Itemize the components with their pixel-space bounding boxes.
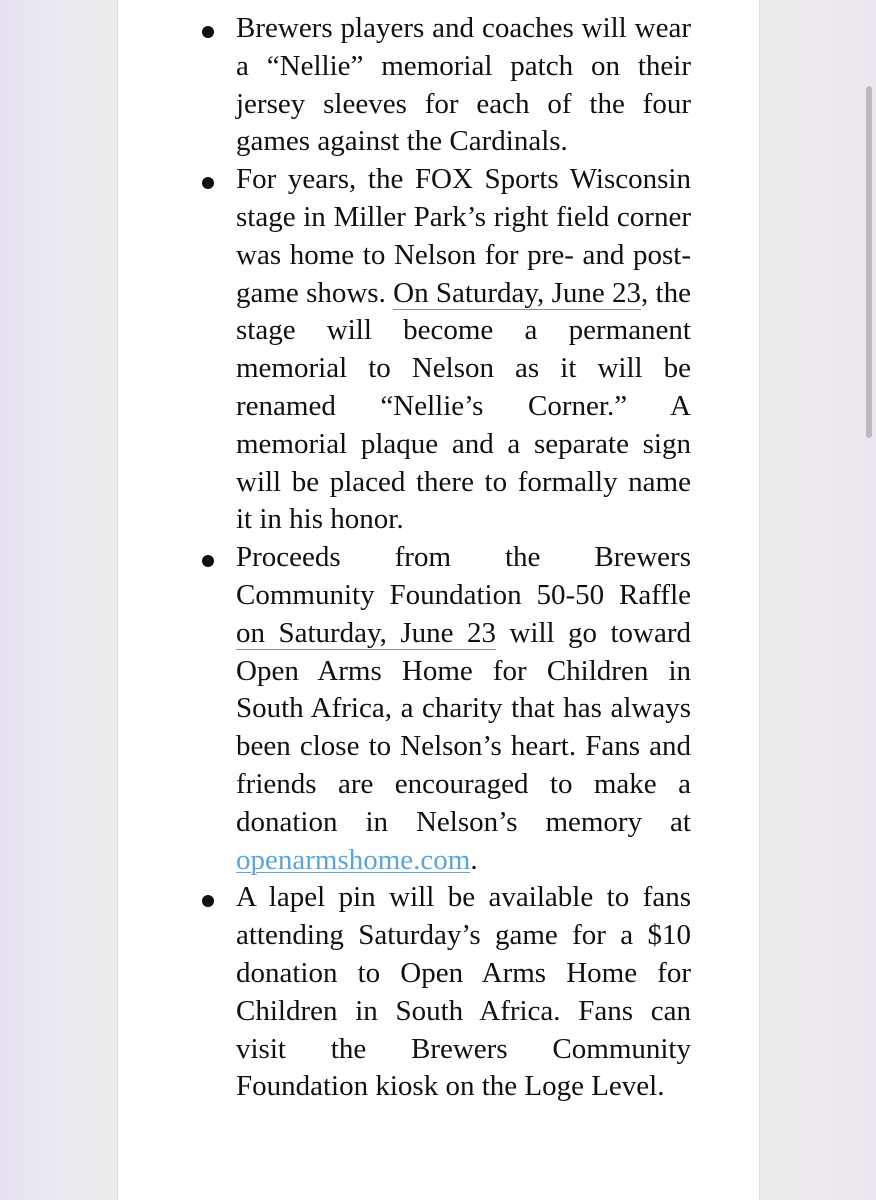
list-item bbox=[118, 539, 759, 879]
text-span: Brewers players and coaches will wear a “Nellie” memorial patch on their jersey sleeves for each of the four games against the Cardinals. bbox=[236, 12, 691, 158]
bullet-dot-icon bbox=[202, 895, 214, 907]
text-span: , the stage will become a permanent memorial to Nelson as it will be renamed “Nellie’s Corner.” A memorial plaque and a separate sign will be placed there to formally name it in his honor. bbox=[236, 276, 691, 536]
bullet-text bbox=[236, 539, 691, 879]
scrollbar[interactable] bbox=[862, 0, 876, 1200]
website-link[interactable]: openarmshome.com bbox=[236, 843, 471, 876]
bullet-dot-icon bbox=[202, 26, 214, 38]
text-span: A lapel pin will be available to fans attending Saturday’s game for a $10 donation to Open Arms Home for Children in South Africa. Fans can visit the Brewers Community Foundation kiosk on the Loge Level. bbox=[236, 881, 691, 1103]
document-page bbox=[117, 0, 760, 1200]
bullet-dot-icon bbox=[202, 555, 214, 567]
bullet-text bbox=[236, 161, 691, 539]
list-item bbox=[118, 10, 759, 161]
date-link[interactable]: On Saturday, June 23 bbox=[393, 276, 642, 309]
text-span: For years, the FOX Sports Wisconsin stage in Miller Park’s right field corner was home to Nelson for pre- and post-game shows. bbox=[236, 163, 691, 309]
bullet-dot-icon bbox=[202, 177, 214, 189]
bullet-list bbox=[118, 10, 759, 1106]
text-span: Proceeds from the Brewers Community Foundation 50-50 Raffle bbox=[236, 541, 691, 611]
bullet-text bbox=[236, 879, 691, 1106]
bullet-text bbox=[236, 10, 691, 161]
text-span: . bbox=[470, 843, 478, 876]
scrollbar-thumb[interactable] bbox=[866, 86, 872, 438]
text-span: will go toward Open Arms Home for Children in South Africa, a charity that has always been close to Nelson’s heart. Fans and friends are encouraged to make a donation in Nelson’s memory at bbox=[236, 616, 691, 838]
list-item bbox=[118, 161, 759, 539]
list-item bbox=[118, 879, 759, 1106]
date-link[interactable]: on Saturday, June 23 bbox=[236, 616, 496, 649]
